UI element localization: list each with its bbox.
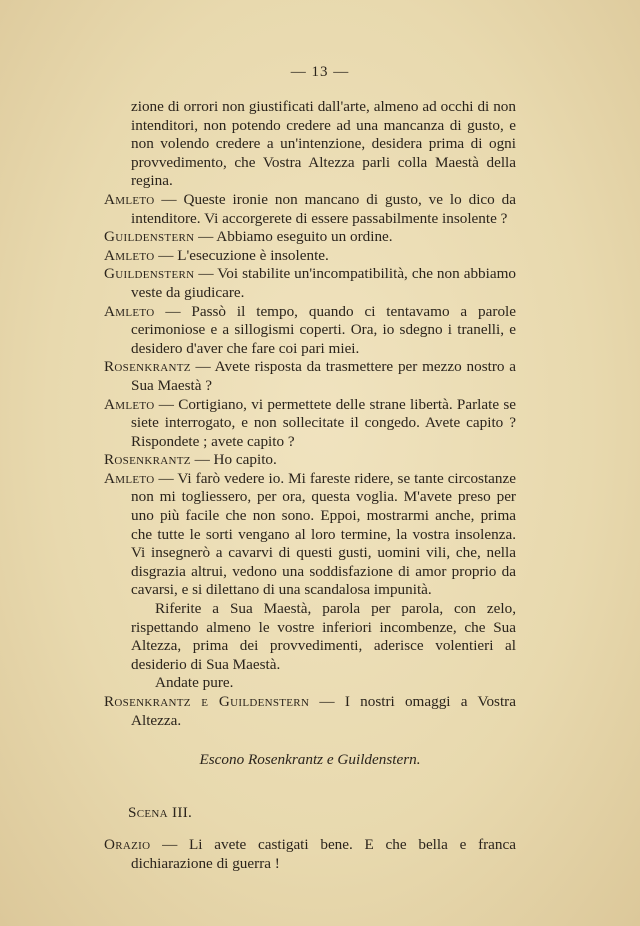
speech-rosenkrantz — [104, 451, 516, 470]
speaker-name: Rosenkrantz — [104, 451, 191, 469]
speech-amleto — [104, 191, 516, 228]
speaker-name: Amleto — [104, 395, 155, 413]
speech-text: — Queste ironie non mancano di gusto, ve lo dico da intenditore. Vi accorgerete di essere passabilmente insolente ? — [131, 190, 517, 227]
speaker-name: Rosenkrantz — [104, 358, 191, 376]
speaker-name: Amleto — [104, 302, 155, 320]
speech-text: — Passò il tempo, quando ci tentavamo a parole cerimoniose e a sillogismi coperti. Ora, io sdegno i tranelli, e desidero d'aver che fare coi pari miei. — [131, 302, 517, 357]
speech-amleto — [104, 303, 516, 359]
speaker-name: Amleto — [104, 469, 155, 487]
speech-continuation: Andate pure. — [155, 674, 234, 692]
speech-amleto — [104, 247, 516, 266]
speech-text: — Avete risposta da trasmettere per mezzo nostro a Sua Maestà ? — [131, 358, 516, 394]
speech-text: — I nostri omaggi a Vostra Altezza. — [131, 693, 516, 729]
speaker-name: Guildenstern — [104, 228, 195, 246]
continued-paragraph: zione di orrori non giustificati dall'arte, almeno ad occhi di non intenditori, non potendo credere ad una mancanza di gusto, e non volendo credere a un'intenzione, desidera prima di ogni provvedimento, che Vostra Altezza parli colla Maestà della regina. — [131, 98, 516, 190]
speech-text: — Abbiamo eseguito un ordine. — [198, 228, 393, 246]
speaker-name: Rosenkrantz e Guildenstern — [104, 693, 310, 710]
speech-text: — Ho capito. — [194, 451, 277, 469]
speech-text: — L'esecuzione è insolente. — [158, 246, 329, 264]
speaker-name: Amleto — [104, 246, 155, 264]
page-text — [104, 98, 516, 874]
speech-text: — Vi farò vedere io. Mi fareste ridere, se tante circostanze non mi togliessero, per ora, questa voglia. M'avete preso per uno più facile che non sono. Eppoi, mostrarmi anche, prima che tutte le sorti vengano al loro termine, la vostra insolenza. Vi insegnerò a cavarvi di questi gusti, uomini vili, che, nella disgrazia altrui, vedono una soddisfazione di amor proprio da cavarsi, e si dilettano di una scandalosa impunità. — [131, 469, 516, 599]
speech-text: — Cortigiano, vi permettete delle strane libertà. Parlate se siete interrogato, e non sollecitate il congedo. Avete capito ? Rispondete ; avete capito ? — [131, 395, 517, 450]
speech-amleto — [104, 396, 516, 452]
page-number: — 13 — — [290, 64, 350, 80]
speaker-name: Guildenstern — [104, 265, 195, 283]
speech-guildenstern — [104, 265, 516, 302]
speech-guildenstern — [104, 228, 516, 247]
speech-amleto — [104, 470, 516, 600]
speech-text: — Voi stabilite un'incompatibilità, che non abbiamo veste da giudicare. — [131, 265, 517, 301]
speech-text: — Li avete castigati bene. E che bella e franca dichiarazione di guerra ! — [131, 836, 516, 872]
speech-continuation: Riferite a Sua Maestà, parola per parola, con zelo, rispettando almeno le vostre inferiori incombenze, che Sua Altezza, prima dei provvedimenti, aderisce volentieri al desiderio di Sua Maestà. — [131, 600, 516, 673]
speech-rosenkrantz-guildenstern — [104, 693, 516, 730]
speech-rosenkrantz — [104, 358, 516, 395]
speaker-name: Amleto — [104, 190, 155, 208]
speech-orazio — [104, 836, 516, 873]
scene-heading: Scena III. — [128, 803, 193, 821]
speaker-name: Orazio — [104, 836, 151, 854]
stage-direction: Escono Rosenkrantz e Guildenstern. — [199, 751, 421, 769]
